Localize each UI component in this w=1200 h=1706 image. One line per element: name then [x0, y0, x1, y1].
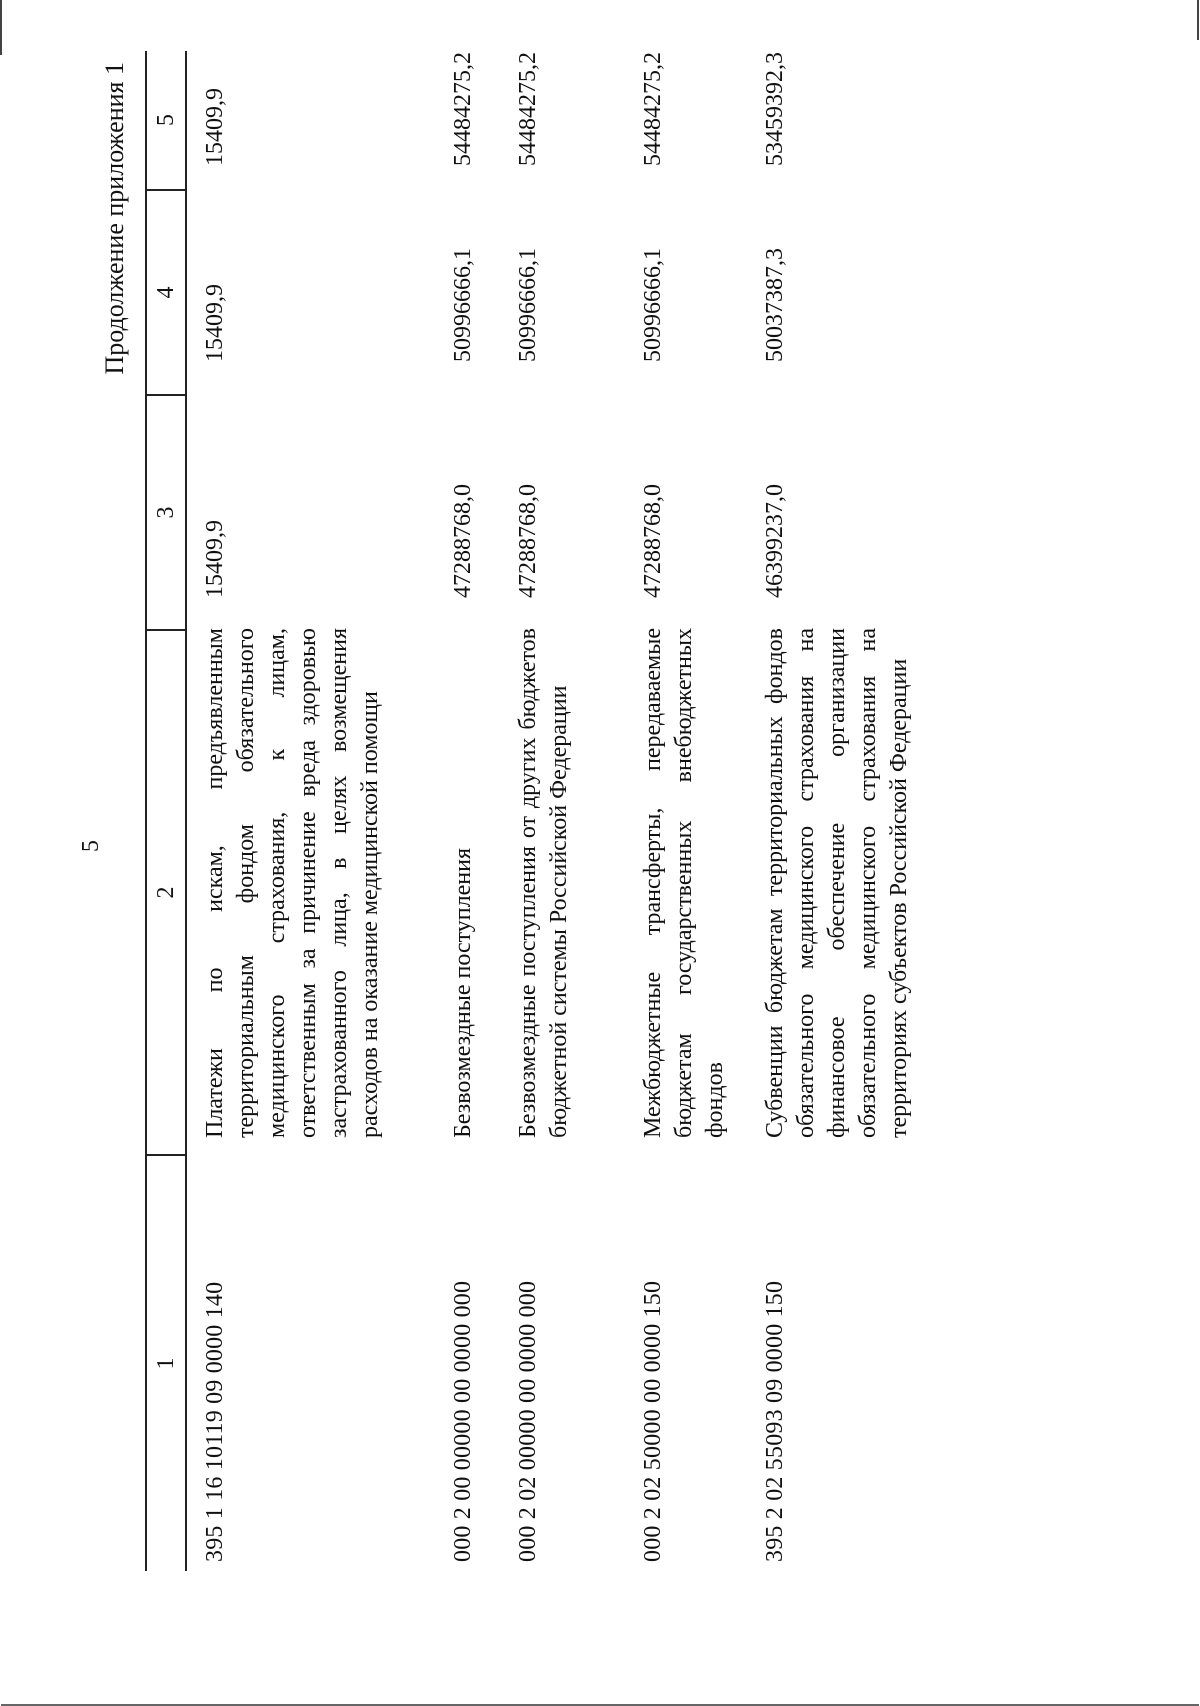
table-top-border [145, 51, 147, 1571]
row-value-col5: 54484275,2 [515, 52, 541, 166]
row-value-col4: 50037387,3 [762, 248, 788, 362]
row-name: Безвозмездные поступления [450, 848, 476, 1138]
header-bottom-border [185, 51, 187, 1571]
row-code: 000 2 02 00000 00 0000 000 [515, 1280, 541, 1562]
row-name: Субвенции бюджетам территориальных фондов обязательного медицинского страхования на финансовое обеспечение организации обязательного медицинского страхования на территориях субъектов Российской Федерации [762, 628, 912, 1138]
page-number: 5 [78, 840, 104, 852]
row-name: Межбюджетные трансферты, передаваемые бюджетам государственных внебюджетных фондов [640, 628, 728, 1138]
row-value-col5: 54484275,2 [640, 52, 666, 166]
row-value-col5: 54484275,2 [450, 52, 476, 166]
row-value-col4: 50996666,1 [515, 248, 541, 362]
header-col-2: 2 [152, 886, 179, 899]
row-code: 395 1 16 10119 09 0000 140 [202, 1281, 228, 1562]
row-value-col4: 50996666,1 [640, 248, 666, 362]
row-code: 000 2 00 00000 00 0000 000 [450, 1280, 476, 1562]
row-name: Безвозмездные поступления от других бюджетов бюджетной системы Российской Федерации [515, 628, 572, 1138]
row-code: 000 2 02 50000 00 0000 150 [640, 1280, 666, 1562]
header-col-3: 3 [152, 506, 179, 519]
row-value-col5: 15409,9 [202, 88, 228, 166]
row-value-col3: 47288768,0 [640, 484, 666, 598]
row-value-col3: 47288768,0 [450, 484, 476, 598]
row-value-col3: 47288768,0 [515, 484, 541, 598]
row-value-col4: 15409,9 [202, 284, 228, 362]
row-value-col5: 53459392,3 [762, 52, 788, 166]
row-name: Платежи по искам, предъявленным территориальным фондом обязательного медицинского страхования, к лицам, ответственным за причинение вреда здоровью застрахованного лица, в целях возмещения расходов на оказание медицинской помощи [202, 628, 383, 1138]
header-col-1: 1 [152, 1357, 179, 1370]
continuation-label: Продолжение приложения 1 [100, 62, 129, 375]
header-col-5: 5 [152, 114, 179, 126]
row-code: 395 2 02 55093 09 0000 150 [762, 1280, 788, 1562]
header-col-4: 4 [152, 286, 179, 299]
row-value-col3: 46399237,0 [762, 484, 788, 598]
row-value-col4: 50996666,1 [450, 248, 476, 362]
row-value-col3: 15409,9 [202, 520, 228, 598]
